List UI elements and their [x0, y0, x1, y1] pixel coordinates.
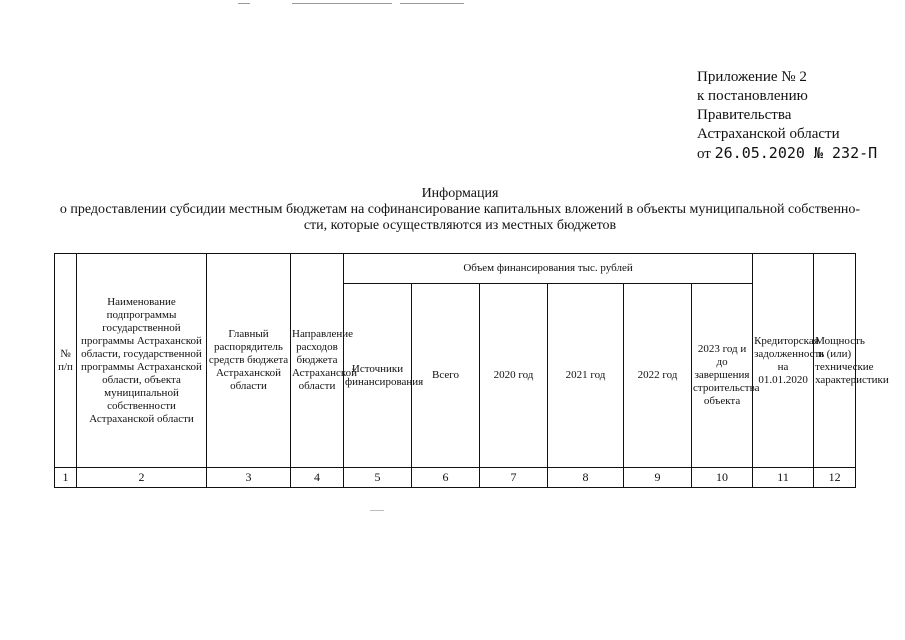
scan-artifact: [400, 3, 464, 4]
appendix-date-line: [697, 144, 877, 164]
header-cell: 2020 год: [480, 284, 548, 468]
appendix-line: Правительства: [697, 107, 792, 123]
column-number-cell: 1: [55, 468, 77, 488]
header-group-cell: Объем финансирования тыс. рублей: [344, 254, 753, 284]
header-cell: 2023 год и до завершения строительства объекта: [692, 284, 753, 468]
financing-table: [54, 253, 889, 488]
appendix-line: к постановлению: [697, 88, 808, 104]
header-row: [55, 254, 856, 284]
column-number-cell: 5: [344, 468, 412, 488]
column-number-cell: 12: [814, 468, 856, 488]
column-number-cell: 11: [753, 468, 814, 488]
column-number-cell: 4: [291, 468, 344, 488]
header-cell: Наименование подпрограммы государственной программы Астраханской области, государственной программы Астраханской области, объекта муниципальной собственности Астраханской области: [77, 254, 207, 468]
column-number-row: [55, 468, 856, 488]
header-cell: Мощность и (или) технические характеристики: [814, 254, 856, 468]
header-cell: Источники финансирования: [344, 284, 412, 468]
document-subtitle: о предоставлении субсидии местным бюджетам на софинансирование капитальных вложений в объекты муниципальной собственно-: [59, 202, 861, 217]
date-prefix: от: [697, 146, 711, 162]
scan-artifact: [238, 3, 250, 4]
header-cell: Направление расходов бюджета Астраханской области: [291, 254, 344, 468]
appendix-block: [697, 68, 877, 164]
header-cell: Всего: [412, 284, 480, 468]
column-number-cell: 6: [412, 468, 480, 488]
scan-artifact: [370, 510, 384, 511]
scan-artifact: [292, 3, 392, 4]
column-number-cell: 3: [207, 468, 291, 488]
column-number-cell: 2: [77, 468, 207, 488]
document-heading: [40, 186, 880, 234]
document-title: Информация: [421, 186, 499, 201]
header-cell: № п/п: [55, 254, 77, 468]
column-number-cell: 8: [548, 468, 624, 488]
header-cell: Кредиторская задолженность на 01.01.2020: [753, 254, 814, 468]
column-number-cell: 7: [480, 468, 548, 488]
header-cell: Главный распорядитель средств бюджета Астраханской области: [207, 254, 291, 468]
column-number-cell: 10: [692, 468, 753, 488]
appendix-line: Астраханской области: [697, 126, 840, 142]
appendix-title: Приложение № 2: [697, 69, 807, 85]
column-number-cell: 9: [624, 468, 692, 488]
header-cell: 2022 год: [624, 284, 692, 468]
document-subtitle: сти, которые осуществляются из местных бюджетов: [303, 218, 617, 233]
header-cell: 2021 год: [548, 284, 624, 468]
decree-date-number: 26.05.2020 № 232-П: [714, 144, 878, 162]
